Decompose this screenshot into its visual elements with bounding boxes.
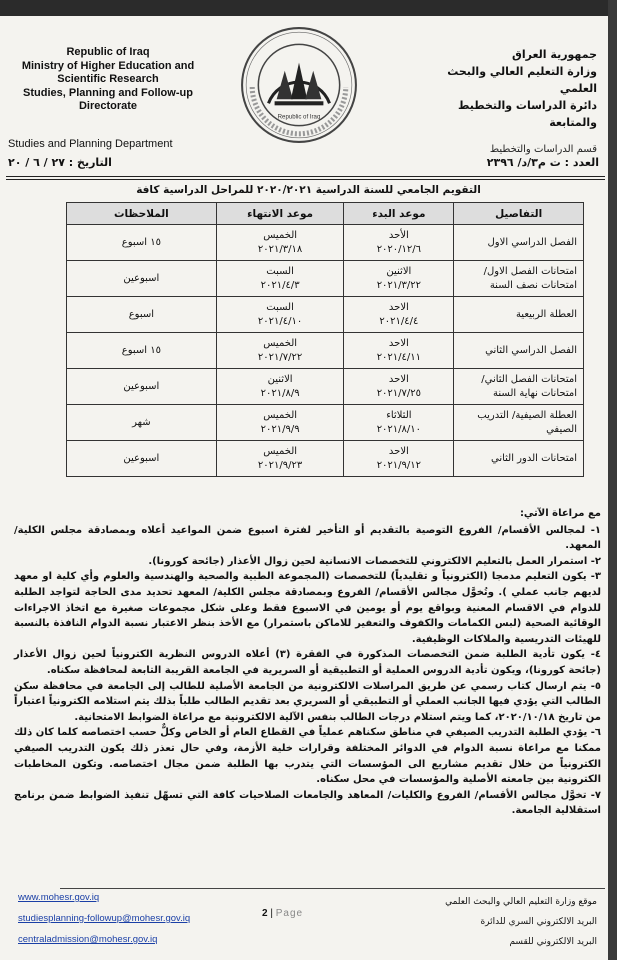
header-notes: الملاحظات (67, 203, 217, 225)
note-item: ٦- يؤدي الطلبة التدريب الصيفي في مناطق سكناهم عملياً في القطاع العام أو الخاص وكلٌّ حسب اختصاصه كلما كان ذلك ممكنا مع مراعاة نسبة الدوام في الدوائر المختلفة وقرارات خلية الأزمة، وفي حال تعذر ذلك يكون التدريب الصيفي الكترونياً من خلال تقديم مشاريع الى المؤسسات التي يتدرب بها الطلبة ضمن مجال اختصاصه. وتكون المخاطبات الكترونية بين جامعته الأصلية والمؤسسات في محل سكناه. (14, 727, 601, 786)
cell-start (344, 405, 454, 441)
page-number-value: 2 (262, 908, 268, 919)
footer-divider (60, 888, 605, 889)
header-ar-line: جمهورية العراق (512, 48, 597, 61)
cell-notes-line: ١٥ اسبوع (121, 344, 161, 356)
footer-ar-line: موقع وزارة التعليم العالي والبحث العلمي (445, 897, 597, 907)
cell-details-line: امتحانات الفصل الثاني/ امتحانات نهاية السنة (481, 373, 577, 399)
cell-end-line: ٢٠٢١/٩/٢٣ (257, 459, 303, 471)
cell-end (216, 225, 344, 261)
cell-end-line: الخميس (263, 445, 298, 457)
cell-start-line: ٢٠٢١/٧/٢٥ (376, 387, 422, 399)
cell-start-line: الاحد (388, 373, 409, 385)
cell-start-line: الثلاثاء (386, 409, 412, 421)
note-item: ٢- استمرار العمل بالتعليم الالكتروني للتخصصات الانسانية لحين زوال الأعذار (جائحة كورونا). (148, 555, 601, 567)
cell-notes (67, 261, 217, 297)
header-en-line: Studies, Planning and Follow-up (23, 86, 193, 99)
cell-start (344, 261, 454, 297)
cell-end-line: الاثنين (267, 373, 293, 385)
document-page (0, 16, 617, 960)
cell-notes-line: اسبوعين (123, 380, 160, 392)
cell-start (344, 441, 454, 477)
cell-end-line: السبت (266, 265, 294, 277)
cell-start-line: الاحد (388, 445, 409, 457)
cell-notes (67, 333, 217, 369)
note-item: ٣- يكون التعليم مدمجا (الكترونياً و تقليدياً) للتخصصات (المجموعة الطبية والصحية والهندسية والعلوم وأي كلية او معهد لديهم جانب عملي ). وتُخوَّل مجالس الأقسام/ الفروع وبمصادقة مجلس الكلية/ المعهد تحديد مدى الحاجة لتواجد الطلبة للدوام في الاقسام المعنية وبواقع يوم أو يومين في الاسبوع فقط وعلى شكل مجموعات صغيرة مع اتخاذ الاجراءات الوقائية الصحية (لبس الكمامات والكفوف والتعفير للاماكن باستمرار) مع الأخذ بنظر الاعتبار نسبة الدوام النافذة بالنسبة للهيئات التدريسية والملاكات الوظيفية. (14, 571, 601, 645)
cell-start-line: الاحد (388, 337, 409, 349)
table-row (67, 297, 584, 333)
cell-notes (67, 405, 217, 441)
footer-links (18, 892, 248, 955)
calendar-table (66, 202, 584, 477)
header-en-line: Ministry of Higher Education and (21, 59, 195, 72)
cell-notes-line: ١٥ اسبوع (121, 236, 161, 248)
cell-end-line: ٢٠٢١/٧/٢٢ (257, 351, 303, 363)
reference-date: التاريخ : ٢٧ / ٦ / ٢٠ (8, 156, 112, 169)
directorate-email-link[interactable]: studiesplanning-followup@mohesr.gov.iq (18, 913, 191, 924)
cell-notes (67, 441, 217, 477)
cell-start-line: ٢٠٢١/٨/١٠ (376, 423, 422, 435)
cell-end (216, 405, 344, 441)
cell-details-line: امتحانات الدور الثاني (491, 452, 577, 464)
cell-end-line: ٢٠٢١/٣/١٨ (257, 243, 303, 255)
footer-ar-line: البريد الالكتروني السري للدائرة (480, 917, 597, 927)
reference-number: العدد : ت م٣/د/ ٢٣٩٦ (486, 156, 599, 169)
cell-end-line: ٢٠٢١/٤/٣ (260, 279, 300, 291)
cell-start-line: ٢٠٢٠/١٢/٦ (376, 243, 422, 255)
header-divider-thin (6, 179, 605, 180)
cell-details (454, 333, 584, 369)
header-ar-department: قسم الدراسات والتخطيط (489, 144, 597, 155)
cell-details (454, 369, 584, 405)
cell-start-line: الاحد (388, 301, 409, 313)
cell-details-line: الفصل الدراسي الاول (487, 236, 577, 248)
header-arabic (407, 46, 597, 158)
cell-end (216, 333, 344, 369)
header-en-line: Republic of Iraq (66, 46, 150, 58)
top-border (0, 0, 617, 16)
cell-start-line: ٢٠٢١/٤/٤ (379, 315, 419, 327)
cell-details-line: امتحانات الفصل الاول/ امتحانات نصف السنة (483, 265, 577, 291)
document-title: التقويم الجامعي للسنة الدراسية ٢٠٢٠/٢٠٢١ للمراحل الدراسية كافة (136, 184, 481, 196)
cell-start (344, 297, 454, 333)
table-row (67, 333, 584, 369)
header-en-department: Studies and Planning Department (8, 138, 173, 150)
table-row (67, 441, 584, 477)
cell-start-line: الأحد (388, 229, 409, 241)
cell-details (454, 405, 584, 441)
header-ar-line: دائرة الدراسات والتخطيط والمتابعة (457, 99, 597, 129)
cell-end (216, 369, 344, 405)
cell-end (216, 261, 344, 297)
cell-notes (67, 369, 217, 405)
cell-start (344, 369, 454, 405)
cell-details (454, 441, 584, 477)
cell-notes-line: اسبوع (128, 308, 155, 320)
cell-details-line: العطلة الربيعية (515, 308, 577, 320)
cell-notes-line: اسبوعين (123, 272, 160, 284)
page-number: 2 | Page (262, 908, 304, 919)
cell-start-line: ٢٠٢١/٩/١٢ (376, 459, 422, 471)
table-header-row (67, 203, 584, 225)
notes-section (14, 506, 601, 819)
cell-end-line: الخميس (263, 409, 298, 421)
reference-line (8, 156, 599, 174)
table-row (67, 225, 584, 261)
cell-notes (67, 297, 217, 333)
cell-start-line: ٢٠٢١/٣/٢٢ (376, 279, 422, 291)
cell-details (454, 297, 584, 333)
footer-ar-line: البريد الالكتروني للقسم (509, 937, 597, 947)
note-item: ٥- يتم ارسال كتاب رسمي عن طريق المراسلات الالكترونية من الجامعة الأصلية للطالب إلى الجامعة في محافظة سكن الطالب التي يؤدي فيها الجانب العملي أو التطبيقي أو السريري بعد تقديم الطالب طلباً بذلك يتم استلامه الكترونياً اعتباراً من تاريخ ٢٠٢٠/١٠/١٨، كما ويتم استلام درجات الطالب بنفس الآلية الالكترونية مع مراعاة الضوابط الامتحانية. (14, 680, 601, 723)
calendar-table-body (67, 225, 584, 477)
note-item: ١- لمجالس الأقسام/ الفروع التوصية بالتقديم أو التأخير لفترة اسبوع ضمن المواعيد أعلاه وبمصادقة مجلس الكلية/ المعهد. (14, 524, 601, 552)
note-item: ٧- تخوَّل مجالس الأقسام/ الفروع والكليات/ المعاهد والجامعات الصلاحيات كافة التي تسهّل تنفيذ الضوابط ضمن برنامج استقلالية الجامعة. (14, 789, 601, 817)
cell-start (344, 225, 454, 261)
cell-end (216, 441, 344, 477)
cell-end-line: الخميس (263, 229, 298, 241)
note-item: ٤- يكون تأدية الطلبة ضمن التخصصات المذكورة في الفقرة (٣) أعلاه الدروس النظرية الكترونياً لحين زوال الأعذار (جائحة كورونا)، ويكون تأدية الدروس العملية أو التطبيقية أو السريرية في الجامعة القريبة التابعة لمحافظة سكناه. (14, 649, 601, 676)
cell-notes (67, 225, 217, 261)
cell-details-line: العطلة الصيفية/ التدريب الصيفي (477, 409, 577, 435)
cell-notes-line: اسبوعين (123, 452, 160, 464)
department-email-link[interactable]: centraladmission@mohesr.gov.iq (18, 934, 158, 945)
header-ar-line: وزارة التعليم العالي والبحث العلمي (447, 65, 597, 95)
ministry-logo-icon (238, 24, 360, 146)
cell-details-line: الفصل الدراسي الثاني (485, 344, 577, 356)
cell-end-line: ٢٠٢١/٤/١٠ (257, 315, 303, 327)
table-row (67, 405, 584, 441)
cell-start (344, 333, 454, 369)
notes-intro: مع مراعاة الآتي: (519, 508, 601, 519)
cell-start-line: الاثنين (386, 265, 412, 277)
cell-start-line: ٢٠٢١/٤/١١ (376, 351, 422, 363)
right-border (608, 0, 617, 960)
header-details: التفاصيل (454, 203, 584, 225)
page-label: Page (275, 908, 304, 919)
header-en-line: Scientific Research (57, 73, 159, 85)
cell-end-line: ٢٠٢١/٨/٩ (260, 387, 300, 399)
cell-details (454, 225, 584, 261)
svg-text:Republic of Iraq: Republic of Iraq (277, 113, 321, 121)
header-en-line: Directorate (78, 100, 138, 112)
header-english (8, 46, 208, 114)
table-row (67, 369, 584, 405)
cell-end-line: الخميس (263, 337, 298, 349)
website-link[interactable]: www.mohesr.gov.iq (18, 892, 100, 903)
cell-notes-line: شهر (132, 416, 151, 428)
cell-end-line: السبت (266, 301, 294, 313)
cell-end-line: ٢٠٢١/٩/٩ (260, 423, 300, 435)
header-divider (6, 176, 605, 177)
footer-arabic (377, 892, 597, 952)
cell-end (216, 297, 344, 333)
header-end: موعد الانتهاء (216, 203, 344, 225)
table-row (67, 261, 584, 297)
cell-details (454, 261, 584, 297)
header-start: موعد البدء (344, 203, 454, 225)
